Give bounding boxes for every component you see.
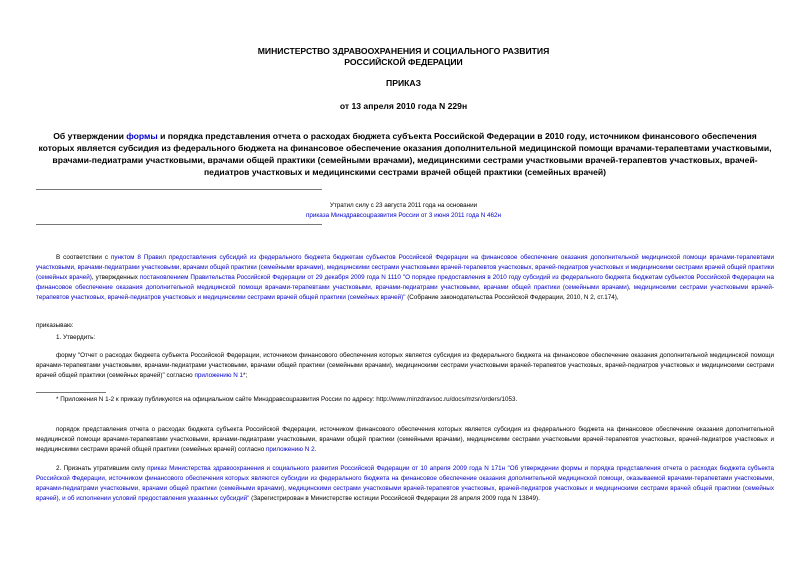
preamble-paragraph	[36, 253, 774, 303]
item-1-approve: 1. Утвердить:	[56, 334, 96, 341]
order-word: приказываю:	[36, 322, 74, 329]
form-text-b: *;	[243, 372, 248, 379]
status-note-link-line	[0, 211, 807, 221]
repeal-text-a: 2. Признать утратившим силу	[56, 465, 148, 472]
government-resolution-link[interactable]: постановлением Правительства Российской Федерации от 29 декабря 2009 года N 1110 "О порядке предоставления в 2010 году субсидий из федерального бюджета бюджетам субъектов Российской Федерации на финансовое обеспечение оказания дополнительной медицинской помощи врачами-терапевтами участковыми, врачами-педиатрами участковыми, врачами общей практики (семейными врачами), медицинскими сестрами участковыми врачей-терапевтов участковых, врачей-педиатров участковых и медицинскими сестрами врачей общей практики (семейных врачей)"	[36, 274, 774, 301]
appendix-1-link[interactable]: приложению N 1	[194, 372, 244, 379]
item-2-repeal-paragraph	[36, 464, 774, 504]
footnote-divider	[36, 392, 106, 393]
procedure-text-a: порядок представления отчета о расходах бюджета субъекта Российской Федерации, источником финансового обеспечения которых является субсидия из федерального бюджета на финансовое обеспечение оказания дополнительной медицинской помощи врачами-терапевтами участковыми, врачами-педиатрами участковыми, врачами общей практики (семейными врачами), медицинскими сестрами участковыми врачей-терапевтов участковых, врачей-педиатров участковых и медицинскими сестрами врачей общей практики (семейных врачей) согласно	[36, 426, 774, 453]
divider-top	[36, 189, 322, 190]
ministry-name	[0, 46, 807, 67]
divider-bottom	[36, 224, 322, 225]
ministry-line-2: РОССИЙСКОЙ ФЕДЕРАЦИИ	[344, 56, 463, 67]
document-date-number: от 13 апреля 2010 года N 229н	[339, 101, 468, 111]
preamble-text-a: В соответствии с	[56, 254, 111, 261]
document-type: ПРИКАЗ	[386, 78, 421, 88]
title-rest: и порядка представления отчета о расходах бюджета субъекта Российской Федерации в 2010 году, источником финансового обеспечения которых является субсидия из федерального бюджета на финансовое обеспечение оказания дополнительной медицинской помощи врачами-терапевтами участковыми, врачами-педиатрами участковыми, врачами общей практики (семейными врачами), медицинскими сестрами участковыми врачей-терапевтов участковых, врачей-педиатров участковых и медицинскими сестрами врачей общей практики (семейных врачей)	[38, 131, 772, 177]
item-form-paragraph	[36, 351, 774, 381]
item-procedure-paragraph	[36, 425, 774, 455]
status-note: Утратил силу с 23 августа 2011 года на основании	[329, 202, 478, 209]
document-title	[36, 130, 774, 178]
repeal-order-link[interactable]: приказа Минздравсоцразвития России от 3 июня 2011 года N 462н	[305, 212, 502, 219]
rules-point-8-link[interactable]: пунктом 8 Правил предоставления субсидий из федерального бюджета бюджетам субъектов Российской Федерации на финансовое обеспечение оказания дополнительной медицинской помощи врачами-терапевтами участковыми, врачами-педиатрами участковыми, врачами общей практики (семейными врачами), медицинскими сестрами участковыми врачей-терапевтов участковых, врачей-педиатров участковых и медицинскими сестрами врачей общей практики (семейных врачей)	[36, 254, 774, 281]
title-prefix: Об утверждении	[53, 131, 127, 141]
footnote: * Приложения N 1-2 к приказу публикуются на официальном сайте Минздравсоцразвития России по адресу: http://www.minzdravsoc.ru/docs/mzsr/orders/1053.	[56, 396, 518, 403]
ministry-line-1: МИНИСТЕРСТВО ЗДРАВООХРАНЕНИЯ И СОЦИАЛЬНОГО РАЗВИТИЯ	[257, 46, 550, 56]
form-text-a: форму "Отчет о расходах бюджета субъекта Российской Федерации, источником финансового обеспечения которых является субсидия из федерального бюджета на финансовое обеспечение оказания дополнительной медицинской помощи врачами-терапевтами участковыми, врачами-педиатрами участковыми, врачами общей практики (семейными врачами), медицинскими сестрами участковыми врачей-терапевтов участковых, врачей-педиатров участковых и медицинскими сестрами врачей общей практики (семейных врачей)" согласно	[36, 352, 774, 379]
preamble-text-b: , утвержденных	[91, 274, 140, 281]
repealed-order-link[interactable]: приказ Министерства здравоохранения и социального развития Российской Федерации от 10 апреля 2009 года N 171н "Об утверждении формы и порядка представления отчета о расходах бюджета субъекта Российской Федерации, источником финансового обеспечения которых являются субсидии из федерального бюджета на финансовое обеспечение оказания дополнительной медицинской помощи, оказываемой врачами-терапевтами участковыми, врачами-педиатрами участковыми, врачами общей практики (семейными врачами), медицинскими сестрами участковыми врачей-терапевтов участковых, врачей-педиатров участковых и медицинскими сестрами врачей общей практики (семейных врачей), и об исполнении условий предоставления указанных субсидий"	[36, 465, 774, 502]
preamble-text-c: (Собрание законодательства Российской Федерации, 2010, N 2, ст.174),	[405, 294, 619, 301]
title-form-link[interactable]: формы	[126, 131, 158, 141]
repeal-text-b: (Зарегистрирован в Министерстве юстиции Российской Федерации 28 апреля 2009 года N 13849).	[249, 495, 540, 502]
procedure-text-b: .	[314, 446, 317, 453]
appendix-2-link[interactable]: приложению N 2	[265, 446, 315, 453]
